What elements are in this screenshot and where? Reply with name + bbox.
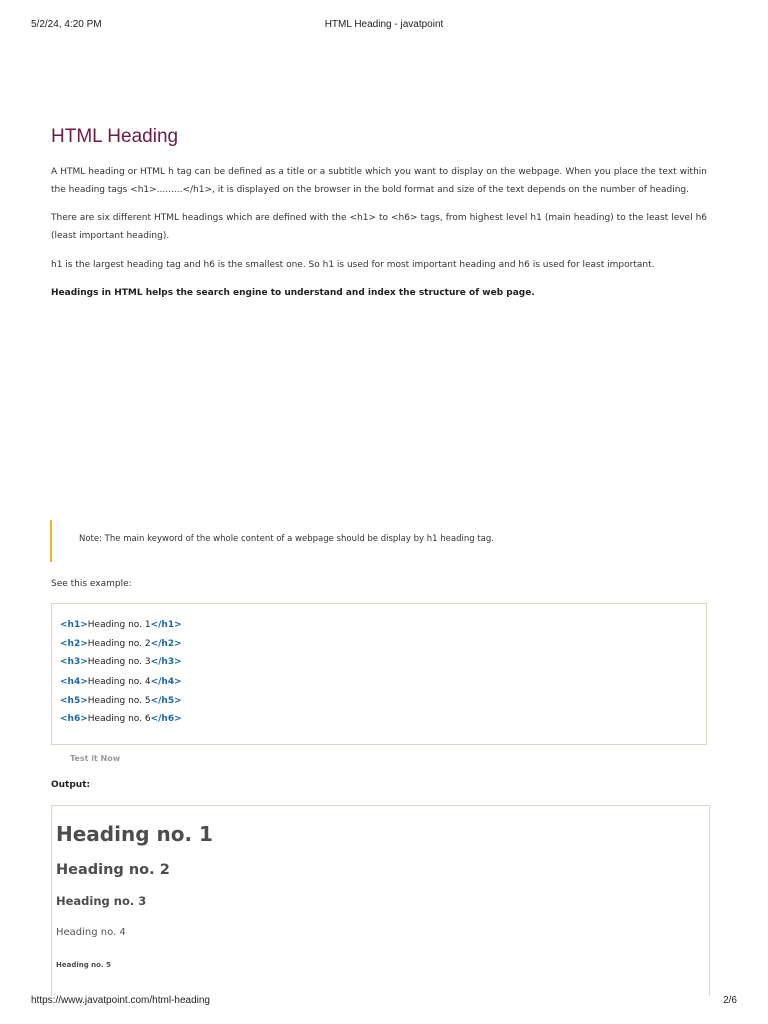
code-text: Heading no. 2 xyxy=(87,639,151,649)
intro-paragraph: A HTML heading or HTML h tag can be defined as a title or a subtitle which you want to display on the webpage. When you place the text within the heading tags <h1>.........</h1>, it is displayed on the browser in the bold format and size of the text depends on the number of heading. xyxy=(51,167,707,195)
code-open-tag: <h5> xyxy=(60,696,88,706)
seo-paragraph: Headings in HTML helps the search engine to understand and index the structure of web page. xyxy=(51,288,535,298)
code-example-box xyxy=(51,603,707,745)
code-close-tag: </h1> xyxy=(150,620,182,630)
code-text: Heading no. 3 xyxy=(87,657,151,667)
code-open-tag: <h3> xyxy=(60,657,88,667)
headings-count-paragraph: There are six different HTML headings which are defined with the <h1> to <h6> tags, from highest level h1 (main heading) to the least level h6 (least important heading). xyxy=(51,213,707,241)
code-open-tag: <h1> xyxy=(60,620,88,630)
code-close-tag: </h6> xyxy=(150,714,182,724)
code-line xyxy=(60,677,182,687)
print-doc-title: HTML Heading - javatpoint xyxy=(324,19,444,30)
code-open-tag: <h4> xyxy=(60,677,88,687)
print-url: https://www.javatpoint.com/html-heading xyxy=(31,995,210,1006)
page-title: HTML Heading xyxy=(51,126,179,147)
see-example-label: See this example: xyxy=(51,579,132,589)
print-datetime: 5/2/24, 4:20 PM xyxy=(31,19,102,30)
output-box xyxy=(51,805,710,996)
code-close-tag: </h5> xyxy=(150,696,182,706)
code-open-tag: <h6> xyxy=(60,714,88,724)
code-line xyxy=(60,639,182,649)
output-heading-3: Heading no. 3 xyxy=(56,894,147,908)
code-text: Heading no. 1 xyxy=(87,620,151,630)
code-line xyxy=(60,714,182,724)
output-heading-4: Heading no. 4 xyxy=(56,927,126,938)
heading-size-paragraph: h1 is the largest heading tag and h6 is the smallest one. So h1 is used for most important heading and h6 is used for least important. xyxy=(51,260,655,270)
output-heading-5: Heading no. 5 xyxy=(56,961,111,969)
output-heading-2: Heading no. 2 xyxy=(56,862,170,878)
note-text: Note: The main keyword of the whole content of a webpage should be display by h1 heading tag. xyxy=(79,534,494,544)
code-close-tag: </h4> xyxy=(150,677,182,687)
code-close-tag: </h3> xyxy=(150,657,182,667)
code-line xyxy=(60,696,182,706)
note-box xyxy=(50,520,708,562)
code-text: Heading no. 6 xyxy=(87,714,151,724)
code-close-tag: </h2> xyxy=(150,639,182,649)
test-it-now-button[interactable]: Test it Now xyxy=(70,754,121,763)
code-line xyxy=(60,620,182,630)
print-page-number: 2/6 xyxy=(723,995,737,1006)
code-text: Heading no. 4 xyxy=(87,677,151,687)
output-heading-1: Heading no. 1 xyxy=(56,822,213,846)
output-label: Output: xyxy=(51,780,91,790)
code-text: Heading no. 5 xyxy=(87,696,151,706)
code-line xyxy=(60,657,182,667)
code-open-tag: <h2> xyxy=(60,639,88,649)
